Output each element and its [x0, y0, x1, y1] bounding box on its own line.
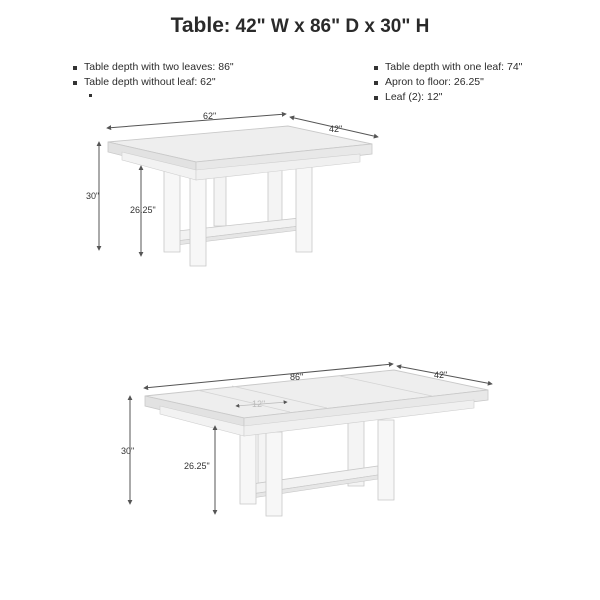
leg-front-right — [378, 420, 394, 500]
leg-front-left-a — [164, 168, 180, 252]
dim-label-apron: 26.25" — [130, 205, 156, 215]
dim-label-height: 30" — [86, 191, 100, 201]
spec-two-leaves: Table depth with two leaves: 86" — [73, 60, 234, 75]
dim-label-leaf: 12" — [252, 399, 266, 409]
dim-label-width: 62" — [203, 111, 217, 121]
spec-one-leaf: Table depth with one leaf: 74" — [374, 60, 522, 75]
dim-label-width: 86" — [290, 372, 304, 382]
spec-without-leaf: Table depth without leaf: 62" — [73, 75, 234, 90]
leg-front-left-b — [190, 172, 206, 266]
spec-leaf: Leaf (2): 12" — [374, 90, 522, 105]
dim-line-width — [107, 114, 286, 128]
dim-label-depth: 42" — [329, 124, 343, 134]
table-with-leaves — [145, 370, 488, 516]
dim-label-height: 30" — [121, 446, 135, 456]
leg-front-left-a — [240, 428, 256, 504]
leg-front-left-b — [266, 432, 282, 516]
title-dimensions: : 42" W x 86" D x 30" H — [223, 16, 430, 37]
table-without-leaf — [108, 126, 372, 266]
dim-label-apron: 26.25" — [184, 461, 210, 471]
title-main: Table — [170, 14, 224, 37]
dim-label-depth: 42" — [434, 370, 448, 380]
leg-front-right — [296, 164, 312, 252]
spec-apron-to-floor: Apron to floor: 26.25" — [374, 75, 522, 90]
